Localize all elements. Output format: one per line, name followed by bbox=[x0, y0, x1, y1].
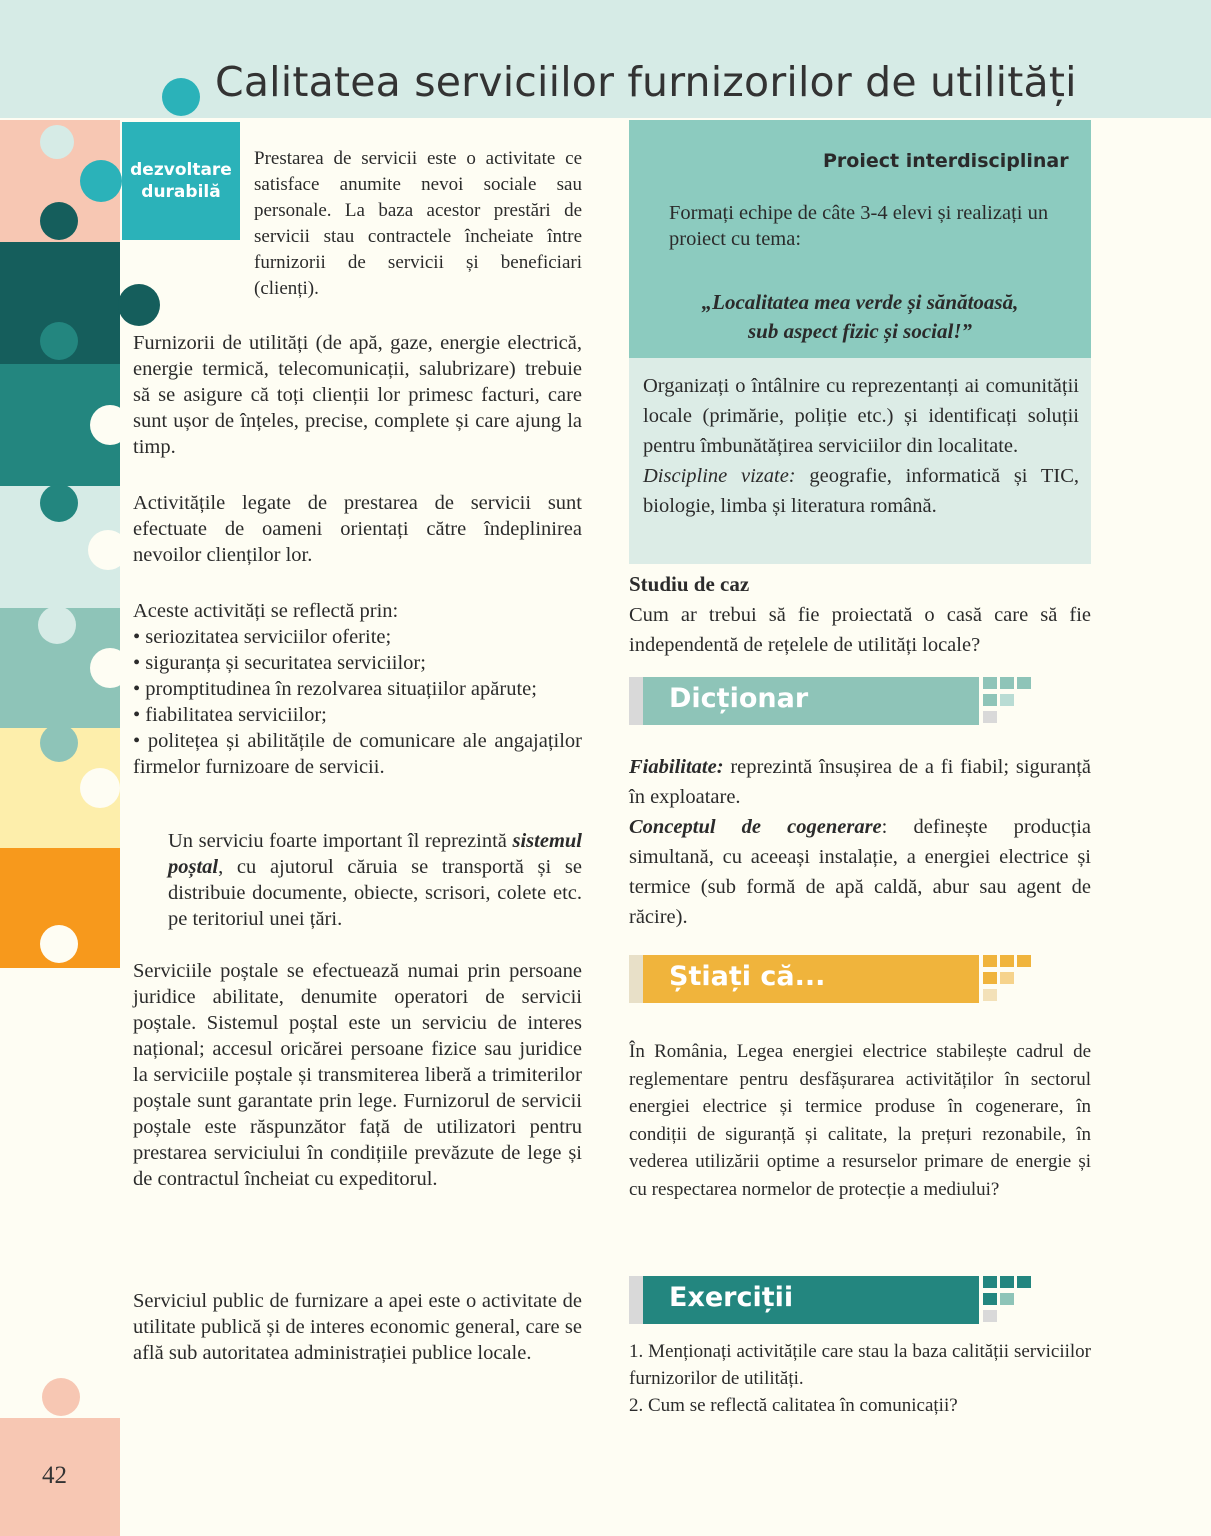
sustainable-development-tag bbox=[122, 122, 240, 240]
paragraph-service-activities: Activitățile legate de prestarea de servicii sunt efectuate de oameni orientați către îndeplinirea nevoilor clienților lor. bbox=[133, 492, 582, 566]
project-theme-line-1: „Localitatea mea verde și sănătoasă, bbox=[701, 290, 1019, 314]
postal-term: sistemul poștal bbox=[168, 830, 582, 878]
list-item: 2. Cum se reflectă calitatea în comunicații? bbox=[629, 1395, 958, 1416]
tag-line-2: durabilă bbox=[141, 182, 221, 202]
did-you-know-text: În România, Legea energiei electrice stabilește cadrul de reglementare pentru desfășurarea activităților în sectorul energiei electrice și termice produse în cogenerare, în condiții de siguranță și calitate, la prețuri rezonabile, în vederea utilizării optime a resurselor primare de energie și cu respectarea normelor de protecție a mediului? bbox=[629, 1041, 1091, 1200]
dictionary-definitions bbox=[629, 752, 1091, 932]
activities-list-intro: Aceste activități se reflectă prin: bbox=[133, 600, 399, 622]
project-body bbox=[643, 371, 1079, 521]
project-theme bbox=[629, 288, 1091, 346]
list-item: • seriozitatea serviciilor oferite; bbox=[133, 626, 392, 648]
tag-line-1: dezvoltare bbox=[130, 160, 232, 180]
paragraph-water-supply: Serviciul public de furnizare a apei este o activitate de utilitate publică și de interes economic general, care se află sub autoritatea administrației publice locale. bbox=[133, 1290, 582, 1364]
exercises-label: Exerciții bbox=[669, 1282, 794, 1313]
list-item: • promptitudinea în rezolvarea situațiilor apărute; bbox=[133, 678, 537, 700]
dictionary-label: Dicționar bbox=[669, 683, 809, 714]
project-disciplines: geografie, informatică și TIC, biologie, limba și literatura română. bbox=[643, 465, 1080, 517]
project-intro: Formați echipe de câte 3-4 elevi și realizați un proiect cu tema: bbox=[669, 202, 1049, 250]
list-item: 1. Menționați activitățile care stau la baza calității serviciilor furnizorilor de utilități. bbox=[629, 1341, 1091, 1389]
did-you-know-label: Știați că... bbox=[669, 961, 826, 992]
dictionary-def-cogenerare: : definește producția simultană, cu aceeași instalație, a energiei electrice și termice (sub formă de apă caldă, abur sau agent de răcire). bbox=[629, 816, 1091, 928]
case-study-text: Cum ar trebui să fie proiectată o casă care să fie independentă de rețelele de utilități locale? bbox=[629, 604, 1091, 656]
page-title: Calitatea serviciilor furnizorilor de utilități bbox=[215, 58, 1077, 106]
dictionary-section-bar bbox=[629, 677, 979, 725]
list-item: • fiabilitatea serviciilor; bbox=[133, 704, 327, 726]
project-heading: Proiect interdisciplinar bbox=[823, 150, 1069, 172]
case-study-heading: Studiu de caz bbox=[629, 572, 750, 596]
paragraph-postal-services: Serviciile poștale se efectuează numai prin persoane juridice abilitate, denumite operatori de servicii poștale. Sistemul poștal este un serviciu de interes național; accesul oricărei persoane fizice sau juridice la serviciile poștale și transmiterea liberă a trimiterilor poștale sunt garantate prin lege. Furnizorul de servicii poștale este răspunzător față de utilizatori pentru prestarea serviciului în condițiile prevăzute de lege și de contractul încheiat cu expeditorul. bbox=[133, 960, 582, 1190]
dictionary-def-fiabilitate: reprezintă însușirea de a fi fiabil; siguranță în exploatare. bbox=[629, 756, 1091, 808]
intro-paragraph: Prestarea de servicii este o activitate ce satisface anumite nevoi sociale sau personale. La baza acestor prestări de servicii stau contractele încheiate între furnizorii de servicii și beneficiari (clienți). bbox=[254, 148, 582, 299]
list-item: • politețea și abilitățile de comunicare ale angajaților firmelor furnizoare de servicii. bbox=[133, 730, 582, 778]
exercises-section-bar bbox=[629, 1276, 979, 1324]
postal-text-pre: Un serviciu foarte important îl reprezintă bbox=[168, 830, 513, 852]
dictionary-term-cogenerare: Conceptul de cogenerare bbox=[629, 816, 882, 838]
postal-text-post: , cu ajutorul căruia se transportă și se distribuie documente, obiecte, scrisori, colete etc. pe teritoriul unei țări. bbox=[168, 856, 582, 930]
exercises-list bbox=[629, 1338, 1091, 1419]
project-body-text: Organizați o întâlnire cu reprezentanți ai comunității locale (primărie, poliție etc.) și identificați soluții pentru îmbunătățirea serviciilor din localitate. bbox=[643, 375, 1079, 457]
paragraph-utility-suppliers: Furnizorii de utilități (de apă, gaze, energie electrică, energie termică, telecomunicații, salubrizare) trebuie să se asigure că toți clienții lor primesc facturi, care sunt ușor de înțeles, precise, complete și care ajung la timp. bbox=[133, 332, 582, 458]
did-you-know-section-bar bbox=[629, 955, 979, 1003]
project-theme-line-2: sub aspect fizic și social!” bbox=[748, 319, 972, 343]
project-disciplines-label: Discipline vizate: bbox=[643, 465, 796, 487]
page-number: 42 bbox=[42, 1462, 67, 1489]
dictionary-term-fiabilitate: Fiabilitate: bbox=[629, 756, 724, 778]
list-item: • siguranța și securitatea serviciilor; bbox=[133, 652, 426, 674]
postal-paragraph bbox=[168, 828, 582, 932]
activities-list bbox=[133, 598, 582, 780]
